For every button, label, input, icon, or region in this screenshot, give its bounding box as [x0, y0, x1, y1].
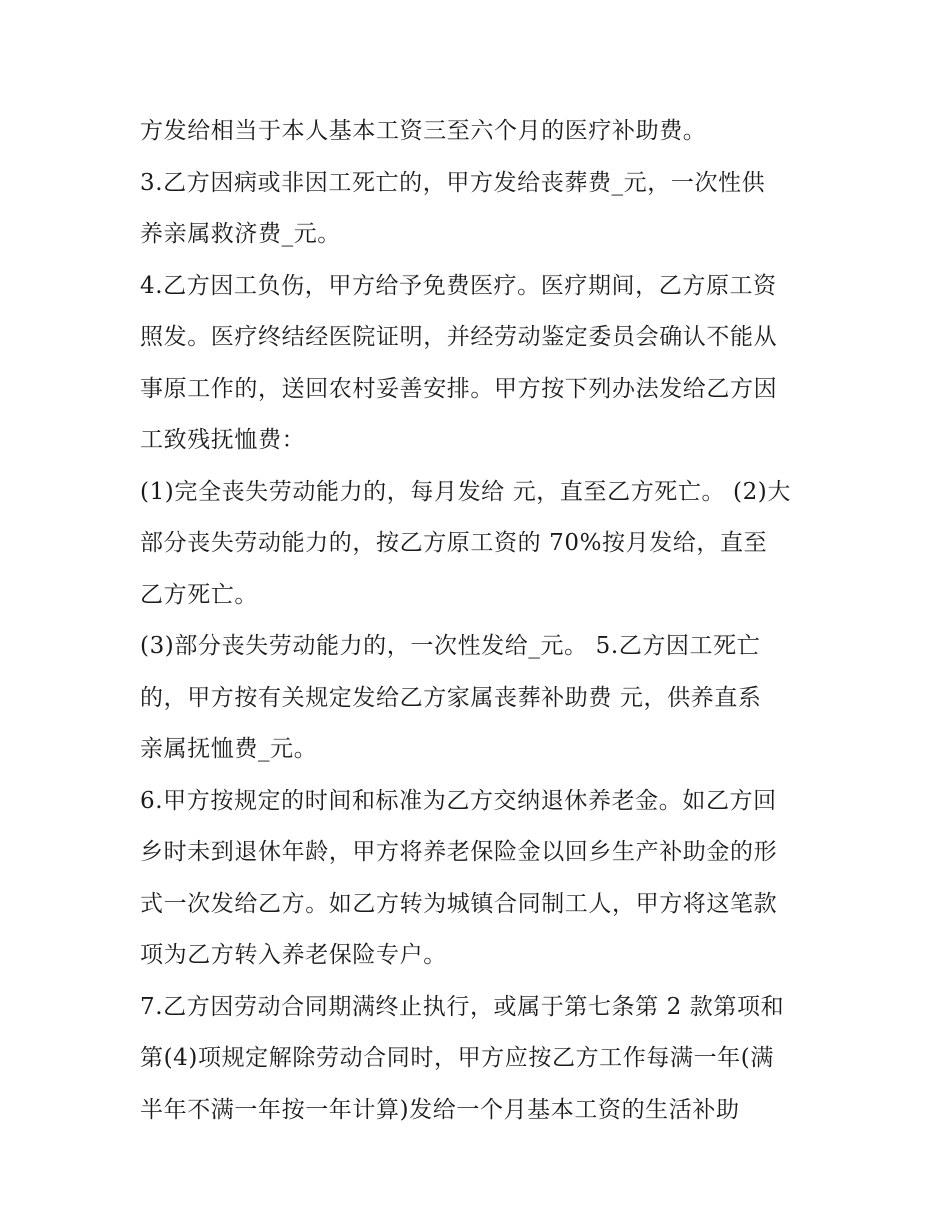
text-line: 3.乙方因病或非因工死亡的，甲方发给丧葬费_元，一次性供 — [140, 169, 766, 196]
text-line: 亲属抚恤费_元。 — [140, 736, 318, 762]
document-body — [140, 106, 830, 1136]
text-line: 照发。医疗终结经医院证明，并经劳动鉴定委员会确认不能从 — [140, 324, 778, 350]
text-line: 式一次发给乙方。如乙方转为城镇合同制工人，甲方将这笔款 — [140, 890, 778, 917]
text-line: 乙方死亡。 — [140, 581, 258, 608]
text-line: 4.乙方因工负伤，甲方给予免费医疗。医疗期间，乙方原工资 — [140, 272, 777, 299]
text-line: 6.甲方按规定的时间和标准为乙方交纳退休养老金。如乙方回 — [140, 787, 777, 814]
text-line: 项为乙方转入养老保险专户。 — [140, 942, 447, 968]
text-line: 养亲属救济费_元。 — [140, 221, 341, 247]
text-line: (3)部分丧失劳动能力的，一次性发给_元。 5.乙方因工死亡 — [140, 633, 761, 659]
text-line: 半年不满一年按一年计算)发给一个月基本工资的生活补助 — [140, 1096, 740, 1123]
text-line: 的，甲方按有关规定发给乙方家属丧葬补助费 元，供养直系 — [140, 684, 762, 711]
text-line: 工致残抚恤费： — [140, 427, 306, 453]
text-line: 部分丧失劳动能力的，按乙方原工资的 70%按月发给，直至 — [140, 530, 768, 556]
text-line: (1)完全丧失劳动能力的，每月发给 元，直至乙方死亡。 (2)大 — [140, 478, 791, 505]
text-line: 乡时未到退休年龄，甲方将养老保险金以回乡生产补助金的形 — [140, 839, 778, 865]
text-line: 第(4)项规定解除劳动合同时，甲方应按乙方工作每满一年(满 — [140, 1045, 774, 1071]
text-line: 事原工作的，送回农村妥善安排。甲方按下列办法发给乙方因 — [140, 375, 778, 402]
text-line: 7.乙方因劳动合同期满终止执行，或属于第七条第 2 款第项和 — [140, 993, 785, 1020]
text-line: 方发给相当于本人基本工资三至六个月的医疗补助费。 — [140, 118, 707, 144]
